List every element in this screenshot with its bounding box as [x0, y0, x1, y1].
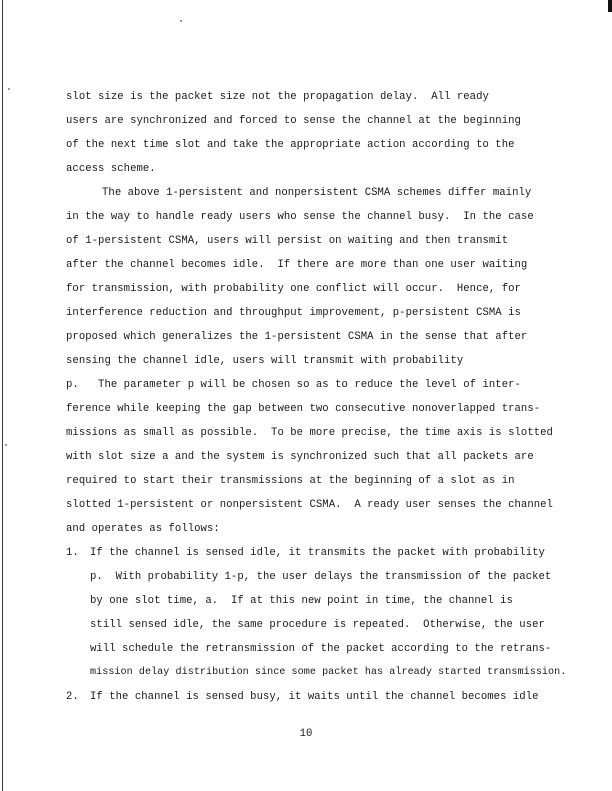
body-line: after the channel becomes idle. If there are more than one user waiting	[66, 259, 528, 271]
body-line: required to start their transmissions at the beginning of a slot as in	[66, 475, 515, 487]
body-line: The above 1-persistent and nonpersistent CSMA schemes differ mainly	[102, 187, 532, 199]
page-number: 10	[299, 728, 313, 740]
list-item-line: If the channel is sensed idle, it transmits the packet with probability	[90, 547, 545, 559]
body-line: users are synchronized and forced to sense the channel at the beginning	[66, 115, 521, 127]
list-item-line: by one slot time, a. If at this new point in time, the channel is	[90, 595, 513, 607]
list-item-line: mission delay distribution since some packet has already started transmission.	[90, 667, 567, 678]
page-left-edge	[2, 0, 3, 791]
scan-speck	[8, 88, 10, 90]
list-number: 1.	[66, 547, 79, 559]
body-line: sensing the channel idle, users will transmit with probability	[66, 355, 464, 367]
scan-speck	[5, 444, 7, 446]
body-line: ference while keeping the gap between two consecutive nonoverlapped trans-	[66, 403, 541, 415]
scan-speck	[180, 20, 182, 22]
body-line: of 1-persistent CSMA, users will persist on waiting and then transmit	[66, 235, 509, 247]
body-line: p. The parameter p will be chosen so as to reduce the level of inter-	[66, 379, 521, 391]
list-item-line: still sensed idle, the same procedure is repeated. Otherwise, the user	[90, 619, 545, 631]
body-line: access scheme.	[66, 163, 156, 175]
list-number: 2.	[66, 691, 79, 703]
body-line: in the way to handle ready users who sense the channel busy. In the case	[66, 211, 534, 223]
body-line: slot size is the packet size not the propagation delay. All ready	[66, 91, 489, 103]
body-line: for transmission, with probability one conflict will occur. Hence, for	[66, 283, 521, 295]
body-line: proposed which generalizes the 1-persistent CSMA in the sense that after	[66, 331, 528, 343]
body-line: slotted 1-persistent or nonpersistent CSMA. A ready user senses the channel	[66, 499, 553, 511]
page-corner-mark	[608, 0, 612, 12]
list-item-line: If the channel is sensed busy, it waits until the channel becomes idle	[90, 691, 539, 703]
list-item-line: p. With probability 1-p, the user delays the transmission of the packet	[90, 571, 552, 583]
body-line: of the next time slot and take the appropriate action according to the	[66, 139, 515, 151]
list-item-line: will schedule the retransmission of the packet according to the retrans-	[90, 643, 552, 655]
body-line: missions as small as possible. To be more precise, the time axis is slotted	[66, 427, 553, 439]
body-line: with slot size a and the system is synchronized such that all packets are	[66, 451, 534, 463]
body-line: and operates as follows:	[66, 523, 220, 535]
body-line: interference reduction and throughput improvement, p-persistent CSMA is	[66, 307, 521, 319]
